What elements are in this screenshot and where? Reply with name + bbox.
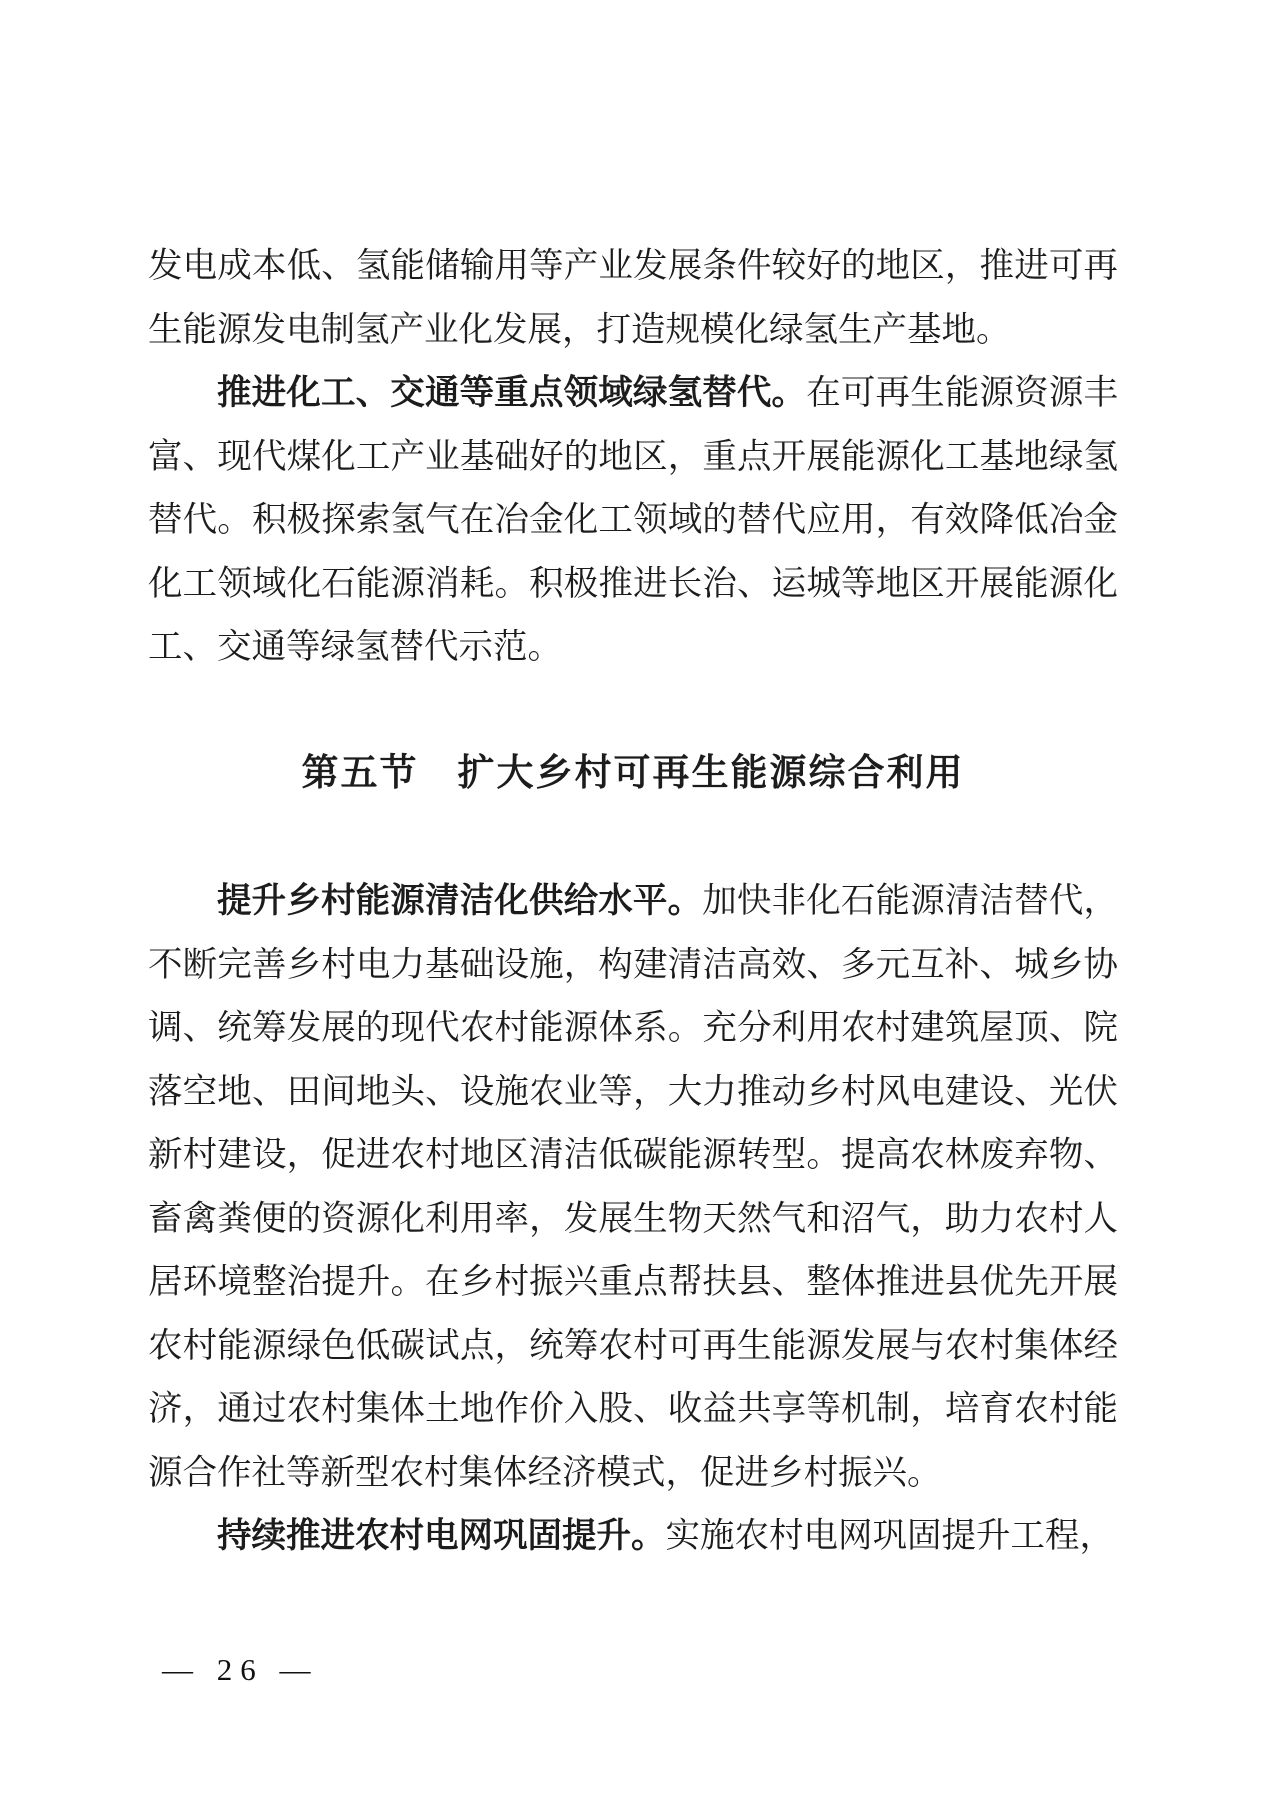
paragraph-text: 加快非化石能源清洁替代，不断完善乡村电力基础设施，构建清洁高效、多元互补、城乡协调、统筹发展的现代农村能源体系。充分利用农村建筑屋顶、院落空地、田间地头、设施农业等，大力推动乡村风电建设、光伏新村建设，促进农村地区清洁低碳能源转型。提高农林废弃物、畜禽粪便的资源化利用率，发展生物天然气和沼气，助力农村人居环境整治提升。在乡村振兴重点帮扶县、整体推进县优先开展农村能源绿色低碳试点，统筹农村可再生能源发展与农村集体经济，通过农村集体土地作价入股、收益共享等机制，培育农村能源合作社等新型农村集体经济模式，促进乡村振兴。 bbox=[148, 882, 1119, 1492]
page-number: — 26 — bbox=[162, 1652, 319, 1687]
document-body bbox=[148, 235, 1118, 1569]
paragraph-green-hydrogen-substitution bbox=[148, 362, 1118, 680]
paragraph-text: 实施农村电网巩固提升工程， bbox=[665, 1517, 1114, 1555]
paragraph-text: 发电成本低、氢能储输用等产业发展条件较好的地区，推进可再生能源发电制氢产业化发展，打造规模化绿氢生产基地。 bbox=[148, 247, 1118, 349]
paragraph-lead-bold: 提升乡村能源清洁化供给水平。 bbox=[217, 882, 703, 920]
paragraph-lead-bold: 持续推进农村电网巩固提升。 bbox=[217, 1517, 666, 1555]
paragraph-rural-grid-upgrade bbox=[148, 1505, 1118, 1569]
paragraph-rural-clean-energy bbox=[148, 870, 1118, 1505]
paragraph-lead-bold: 推进化工、交通等重点领域绿氢替代。 bbox=[217, 374, 807, 412]
paragraph-text: 在可再生能源资源丰富、现代煤化工产业基础好的地区，重点开展能源化工基地绿氢替代。积极探索氢气在冶金化工领域的替代应用，有效降低冶金化工领域化石能源消耗。积极推进长治、运城等地区开展能源化工、交通等绿氢替代示范。 bbox=[148, 374, 1118, 666]
section-heading: 第五节 扩大乡村可再生能源综合利用 bbox=[301, 752, 965, 794]
paragraph-hydrogen-production bbox=[148, 235, 1118, 362]
